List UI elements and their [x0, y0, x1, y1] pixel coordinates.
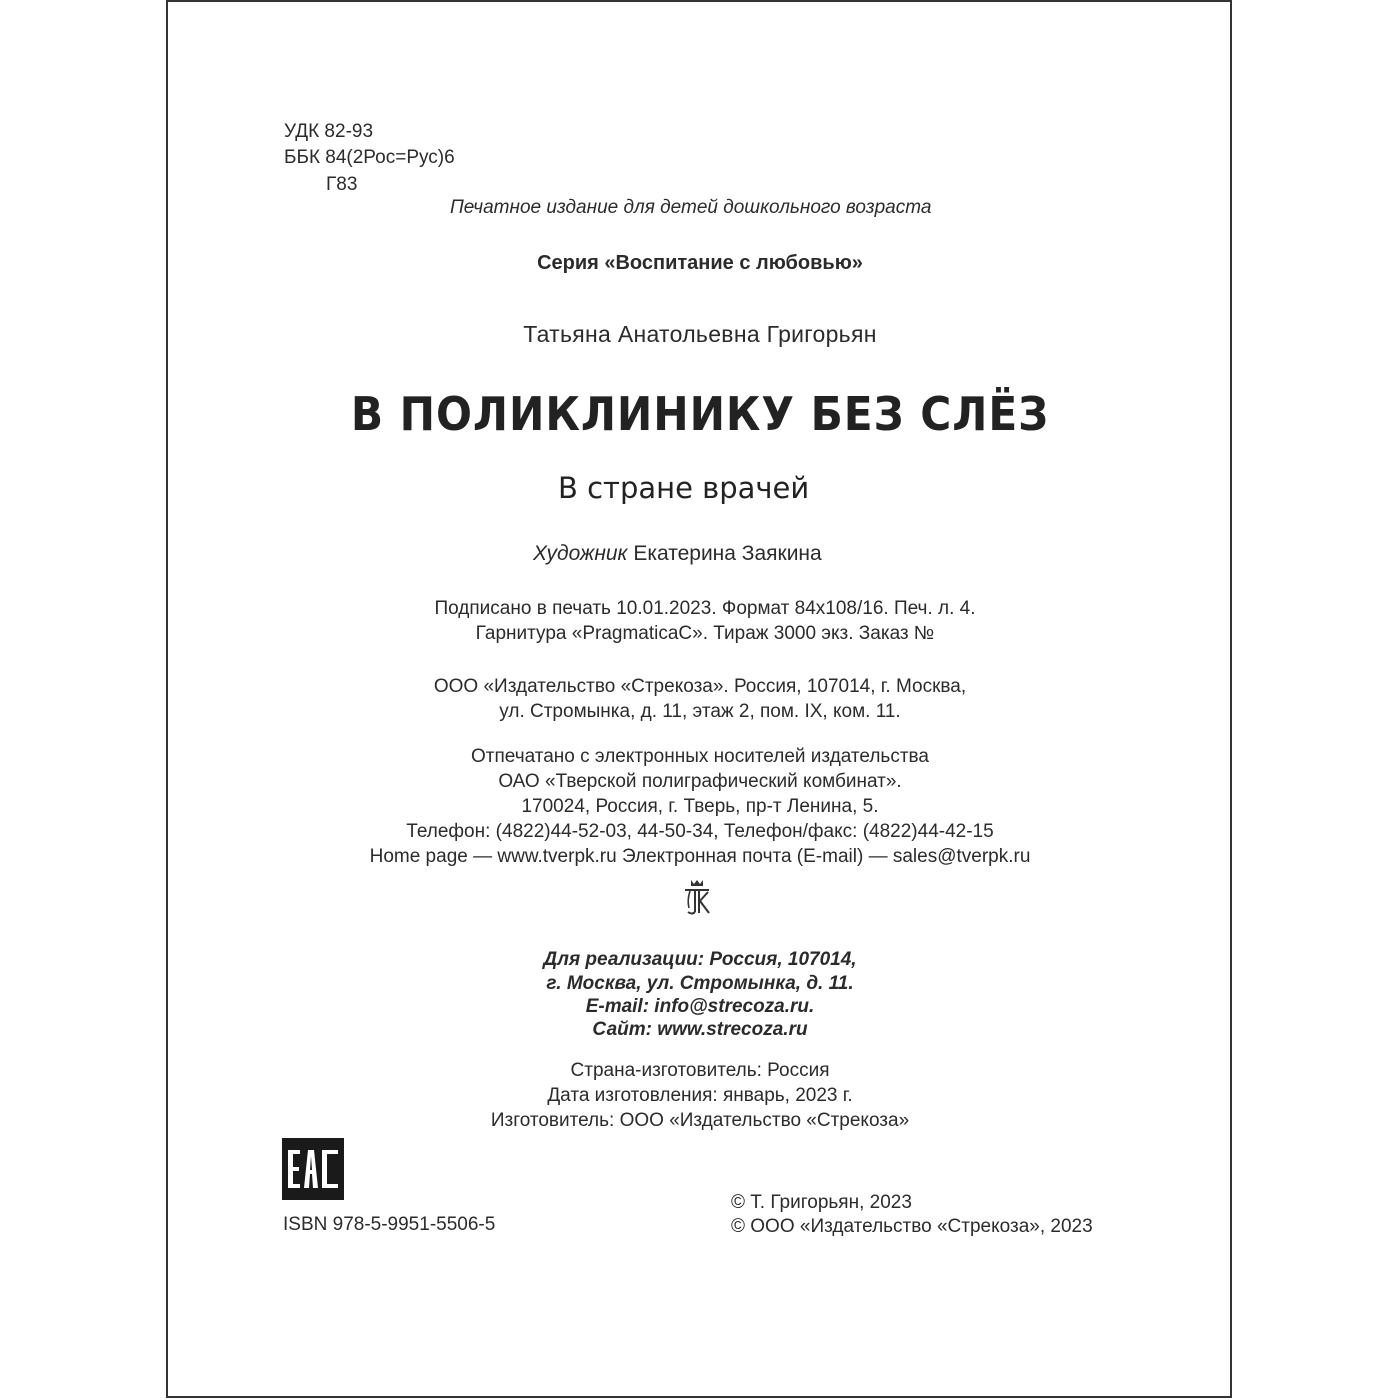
printer-line: Home page — www.tverpk.ru Электронная почта (E-mail) — sales@tverpk.ru: [369, 846, 1031, 867]
series-name: Серия «Воспитание с любовью»: [537, 252, 863, 274]
print-info-line: Гарнитура «PragmaticaC». Тираж 3000 экз. Заказ №: [475, 623, 935, 644]
sales-line: Сайт: www.strecoza.ru: [592, 1019, 808, 1040]
printer-line: Телефон: (4822)44-52-03, 44-50-34, Телефон/факс: (4822)44-42-15: [406, 821, 994, 842]
copyright-line: © ООО «Издательство «Стрекоза», 2023: [731, 1216, 1093, 1237]
author-mark-code: Г83: [326, 174, 358, 195]
copyright-line: © Т. Григорьян, 2023: [731, 1192, 912, 1213]
print-info-line: Подписано в печать 10.01.2023. Формат 84х108/16. Печ. л. 4.: [434, 598, 976, 619]
artist-role: Художник: [533, 542, 628, 565]
printer-line: 170024, Россия, г. Тверь, пр-т Ленина, 5.: [521, 796, 879, 817]
sales-line: Для реализации: Россия, 107014,: [543, 949, 857, 970]
sales-line: г. Москва, ул. Стромынка, д. 11.: [546, 973, 854, 994]
manufacture-line: Страна-изготовитель: Россия: [570, 1060, 830, 1081]
printer-line: ОАО «Тверской полиграфический комбинат».: [498, 771, 902, 792]
printer-logo-icon: [682, 878, 712, 921]
isbn: ISBN 978-5-9951-5506-5: [283, 1214, 496, 1235]
manufacture-line: Дата изготовления: январь, 2023 г.: [547, 1085, 853, 1106]
publisher-address-line: ООО «Издательство «Стрекоза». Россия, 107014, г. Москва,: [433, 676, 967, 697]
age-note: Печатное издание для детей дошкольного возраста: [450, 197, 932, 218]
printer-line: Отпечатано с электронных носителей издательства: [471, 746, 929, 767]
eac-mark-icon: [282, 1138, 344, 1200]
publisher-address-line: ул. Стромынка, д. 11, этаж 2, пом. IX, ком. 11.: [499, 701, 901, 722]
book-title: В ПОЛИКЛИНИКУ БЕЗ СЛЁЗ: [350, 387, 1050, 441]
author-name: Татьяна Анатольевна Григорьян: [523, 321, 877, 347]
udk-code: УДК 82-93: [284, 121, 374, 142]
artist-name: Екатерина Заякина: [633, 542, 822, 565]
manufacture-line: Изготовитель: ООО «Издательство «Стрекоза»: [490, 1110, 910, 1131]
bbk-code: ББК 84(2Рос=Рус)6: [284, 147, 455, 168]
artist-credit: [533, 541, 822, 567]
sales-line: E-mail: info@strecoza.ru.: [585, 996, 815, 1017]
book-subtitle: В стране врачей: [558, 471, 810, 505]
